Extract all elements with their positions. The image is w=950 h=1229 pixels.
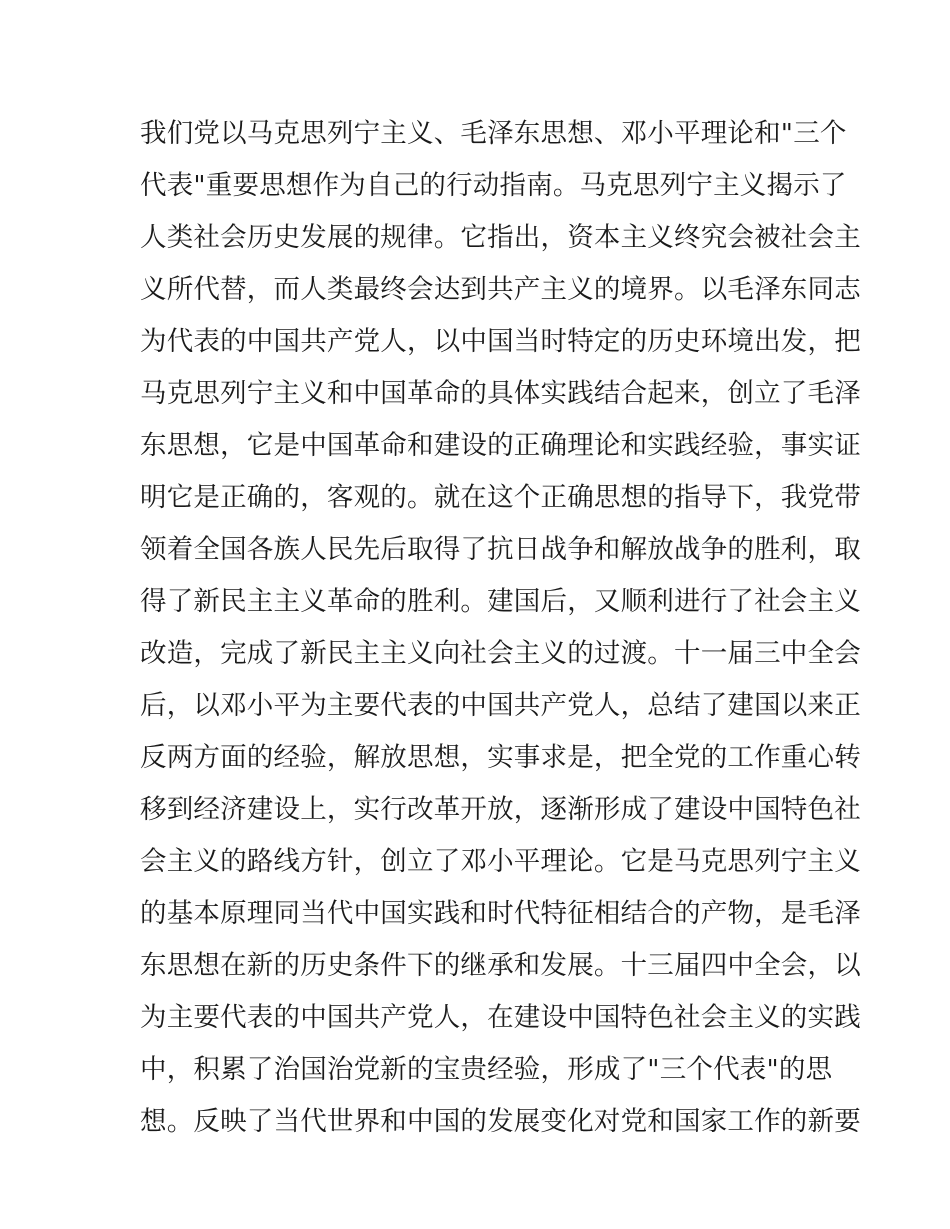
- text-line: 明它是正确的，客观的。就在这个正确思想的指导下，我党带: [140, 482, 861, 513]
- text-line: 后，以邓小平为主要代表的中国共产党人，总结了建国以来正: [140, 690, 861, 721]
- body-paragraph: [140, 108, 861, 1148]
- text-line: 领着全国各族人民先后取得了抗日战争和解放战争的胜利，取: [140, 534, 861, 565]
- text-line: 得了新民主主义革命的胜利。建国后，又顺利进行了社会主义: [140, 586, 861, 617]
- text-line: 会主义的路线方针，创立了邓小平理论。它是马克思列宁主义: [140, 846, 861, 877]
- text-line: 移到经济建设上，实行改革开放，逐渐形成了建设中国特色社: [140, 794, 861, 825]
- text-line: 东思想，它是中国革命和建设的正确理论和实践经验，事实证: [140, 430, 861, 461]
- text-line: 我们党以马克思列宁主义、毛泽东思想、邓小平理论和"三个: [140, 118, 847, 149]
- text-line: 义所代替，而人类最终会达到共产主义的境界。以毛泽东同志: [140, 274, 861, 305]
- text-line: 为代表的中国共产党人，以中国当时特定的历史环境出发，把: [140, 326, 861, 357]
- text-line: 改造，完成了新民主主义向社会主义的过渡。十一届三中全会: [140, 638, 861, 669]
- text-line: 代表"重要思想作为自己的行动指南。马克思列宁主义揭示了: [140, 170, 847, 201]
- text-line: 的基本原理同当代中国实践和时代特征相结合的产物，是毛泽: [140, 898, 861, 929]
- text-line: 人类社会历史发展的规律。它指出，资本主义终究会被社会主: [140, 222, 861, 253]
- text-line: 东思想在新的历史条件下的继承和发展。十三届四中全会，以: [140, 950, 861, 981]
- text-line: 反两方面的经验，解放思想，实事求是，把全党的工作重心转: [140, 742, 861, 773]
- text-line: 马克思列宁主义和中国革命的具体实践结合起来，创立了毛泽: [140, 378, 861, 409]
- text-line: 为主要代表的中国共产党人，在建设中国特色社会主义的实践: [140, 1002, 861, 1033]
- text-line: 中，积累了治国治党新的宝贵经验，形成了"三个代表"的思: [140, 1054, 833, 1085]
- text-line: 想。反映了当代世界和中国的发展变化对党和国家工作的新要: [140, 1106, 861, 1137]
